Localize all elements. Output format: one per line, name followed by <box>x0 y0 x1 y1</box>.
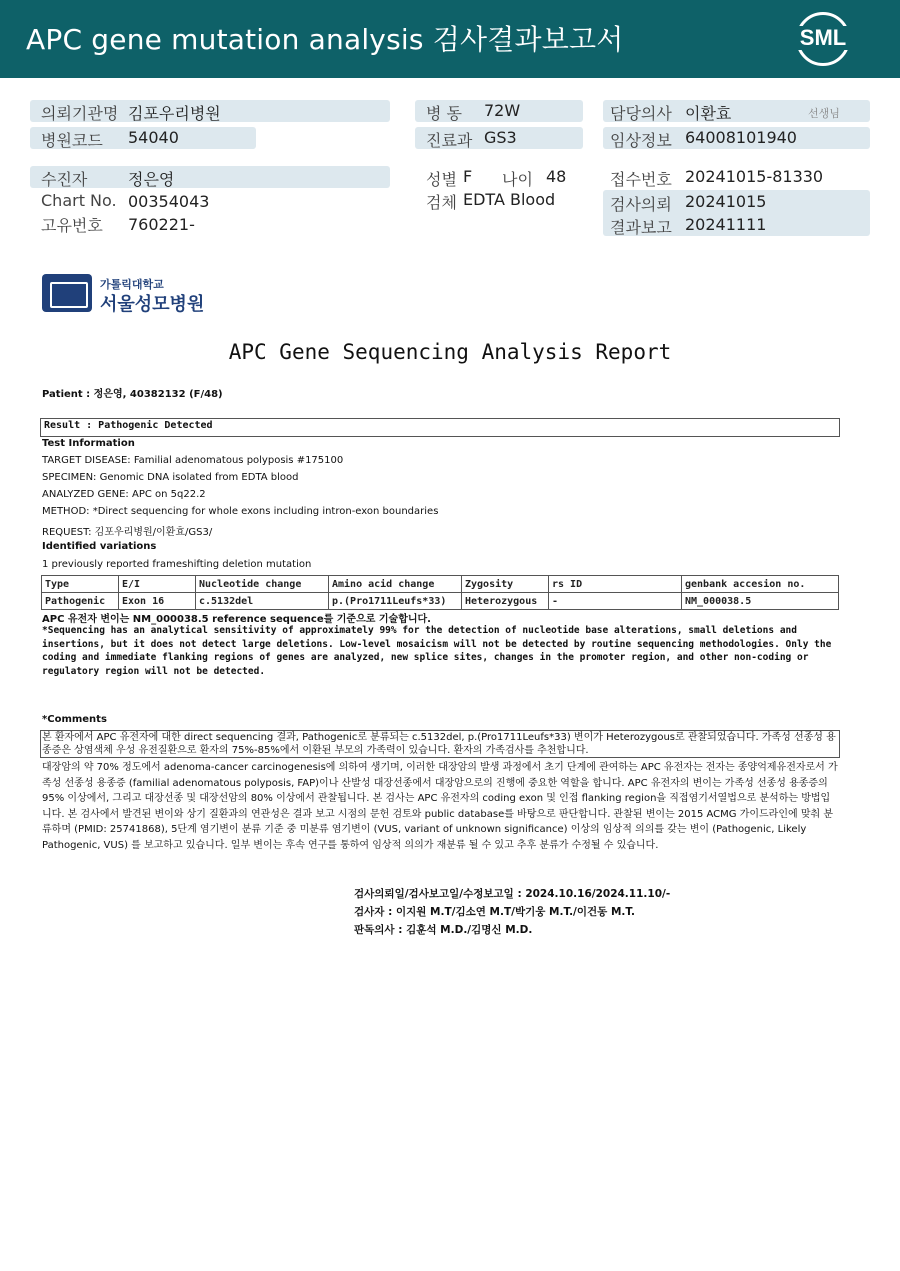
clinical-value: 64008101940 <box>685 128 797 147</box>
table-header-cell: rs ID <box>549 576 682 593</box>
table-cell: Heterozygous <box>462 593 549 610</box>
id-value: 760221- <box>128 215 195 234</box>
table-cell: NM_000038.5 <box>682 593 839 610</box>
dept-label: 진료과 <box>426 131 473 150</box>
patient-label: 수진자 <box>41 170 88 189</box>
hospital-emblem-icon <box>42 274 92 312</box>
receipt-label: 접수번호 <box>610 170 672 189</box>
hospital-name: 서울성모병원 <box>100 294 205 315</box>
sml-logo-text: SML <box>796 26 850 50</box>
receipt-value: 20241015-81330 <box>685 167 824 186</box>
hospital-code-label: 병원코드 <box>41 131 103 150</box>
target-disease: TARGET DISEASE: Familial adenomatous polyposis #175100 <box>42 455 344 466</box>
table-header-cell: Type <box>42 576 119 593</box>
specimen-value: EDTA Blood <box>463 190 556 209</box>
variant-table <box>41 575 839 610</box>
comment-box-text: 본 환자에서 APC 유전자에 대한 direct sequencing 결과, Pathogenic로 분류되는 c.5132del, p.(Pro1711Leufs*33) 변이가 Heterozygous로 관찰되었습니다. 가족성 선종성 용종증은 상염색체 우성 유전질환으로 환자의 75%-85%에서 이환된 부모의 가족력이 있습니다. 환자의 가족검사를 추천합니다. <box>42 732 836 756</box>
reference-note: APC 유전자 변이는 NM_000038.5 reference sequence를 기준으로 기술합니다. <box>42 614 431 625</box>
table-row <box>42 593 839 610</box>
specimen-line: SPECIMEN: Genomic DNA isolated from EDTA blood <box>42 472 299 483</box>
result-text: Result : Pathogenic Detected <box>44 420 213 431</box>
table-cell: Exon 16 <box>119 593 196 610</box>
header-banner <box>0 0 900 78</box>
patient-value: 정은영 <box>128 170 175 189</box>
request-org-value: 김포우리병원 <box>128 104 221 123</box>
dates-line: 검사의뢰일/검사보고일/수정보고일 : 2024.10.16/2024.11.10/- <box>354 888 671 900</box>
reported-label: 결과보고 <box>610 218 672 237</box>
table-header-cell: E/I <box>119 576 196 593</box>
doctor-label: 담당의사 <box>610 104 672 123</box>
table-header-cell: Amino acid change <box>329 576 462 593</box>
reported-value: 20241111 <box>685 215 767 234</box>
specimen-label: 검체 <box>426 193 457 212</box>
table-cell: p.(Pro1711Leufs*33) <box>329 593 462 610</box>
chart-value: 00354043 <box>128 192 210 211</box>
patient-line: Patient : 정은영, 40382132 (F/48) <box>42 389 223 400</box>
table-header-cell: Zygosity <box>462 576 549 593</box>
variant-table-header <box>42 576 839 593</box>
request-line: REQUEST: 김포우리병원/이환효/GS3/ <box>42 527 213 538</box>
testers-line: 검사자 : 이지원 M.T/김소연 M.T/박기웅 M.T./이건동 M.T. <box>354 906 635 918</box>
age-label: 나이 <box>502 170 533 189</box>
report-title: APC Gene Sequencing Analysis Report <box>228 340 672 364</box>
sex-value: F <box>463 167 473 186</box>
hospital-code-value: 54040 <box>128 128 179 147</box>
doctor-value: 이환효 <box>685 104 732 123</box>
test-info-heading: Test Information <box>42 438 135 449</box>
clinical-label: 임상정보 <box>610 131 672 150</box>
requested-value: 20241015 <box>685 192 767 211</box>
ward-label: 병 동 <box>426 104 462 123</box>
table-cell: c.5132del <box>196 593 329 610</box>
id-label: 고유번호 <box>41 216 103 235</box>
table-cell: Pathogenic <box>42 593 119 610</box>
analyzed-gene: ANALYZED GENE: APC on 5q22.2 <box>42 489 206 500</box>
sensitivity-note: *Sequencing has an analytical sensitivity of approximately 99% for the detection of nucleotide base alterations, small deletions and insertions, but it does not detect large deletions. Low-level mosaicism will not be detected by routine sequencing methodologies. Only the coding and immediate flanking regions of genes are analyzed, new splice sites, changes in the promoter region, and other non-coding or regulatory region will not be detected. <box>42 625 832 677</box>
sml-logo <box>796 12 850 66</box>
identified-desc: 1 previously reported frameshifting deletion mutation <box>42 559 312 570</box>
age-value: 48 <box>546 167 567 186</box>
chart-label: Chart No. <box>41 191 117 210</box>
comments-heading: *Comments <box>42 714 107 725</box>
table-header-cell: Nucleotide change <box>196 576 329 593</box>
table-cell: - <box>549 593 682 610</box>
doctor-suffix: 선생님 <box>808 107 840 120</box>
requested-label: 검사의뢰 <box>610 195 672 214</box>
comment-body: 대장암의 약 70% 정도에서 adenoma-cancer carcinogenesis에 의하여 생기며, 이러한 대장암의 발생 과정에서 초기 단계에 관여하는 APC 유전자는 전자는 종양억제유전자로서 가족성 선종성 용종증 (familial adenomatous polyposis, FAP)이나 산발성 대장선종에서 대장암으로의 진행에 중요한 역할을 합니다. APC 유전자의 변이는 가족성 선종성 용종증의 95% 이상에서, 그리고 대장선종 및 대장선암의 80% 이상에서 관찰됩니다. 본 검사는 APC 유전자의 coding exon 및 인접 flanking region을 직접염기서열법으로 분석하는 방법입니다. 본 검사에서 발견된 변이와 상기 질환과의 연관성은 결과 보고 시점의 문헌 검토와 public database를 바탕으로 판단합니다. 관찰된 변이는 2015 ACMG 가이드라인에 맞춰 분류하며 (PMID: 25741868), 5단계 염기변이 분류 기준 중 미분류 염기변이 (VUS, variant of unknown significance) 이상의 임상적 의의를 갖는 변이 (Pathogenic, Likely Pathogenic, VUS) 를 보고하고 있습니다. 일부 변이는 후속 연구를 통하여 임상적 의의가 재분류 될 수 있고 추후 분류가 수정될 수 있습니다. <box>42 762 838 851</box>
dept-value: GS3 <box>484 128 517 147</box>
method-line: METHOD: *Direct sequencing for whole exons including intron-exon boundaries <box>42 506 439 517</box>
ward-value: 72W <box>484 101 521 120</box>
report-header-title: APC gene mutation analysis 검사결과보고서 <box>26 23 624 56</box>
table-header-cell: genbank accesion no. <box>682 576 839 593</box>
identified-heading: Identified variations <box>42 541 157 552</box>
hospital-univ: 가톨릭대학교 <box>100 278 164 291</box>
readers-line: 판독의사 : 김훈석 M.D./김명신 M.D. <box>354 924 533 936</box>
hospital-logo <box>42 274 212 314</box>
request-org-label: 의뢰기관명 <box>41 104 119 123</box>
sex-label: 성별 <box>426 170 457 189</box>
